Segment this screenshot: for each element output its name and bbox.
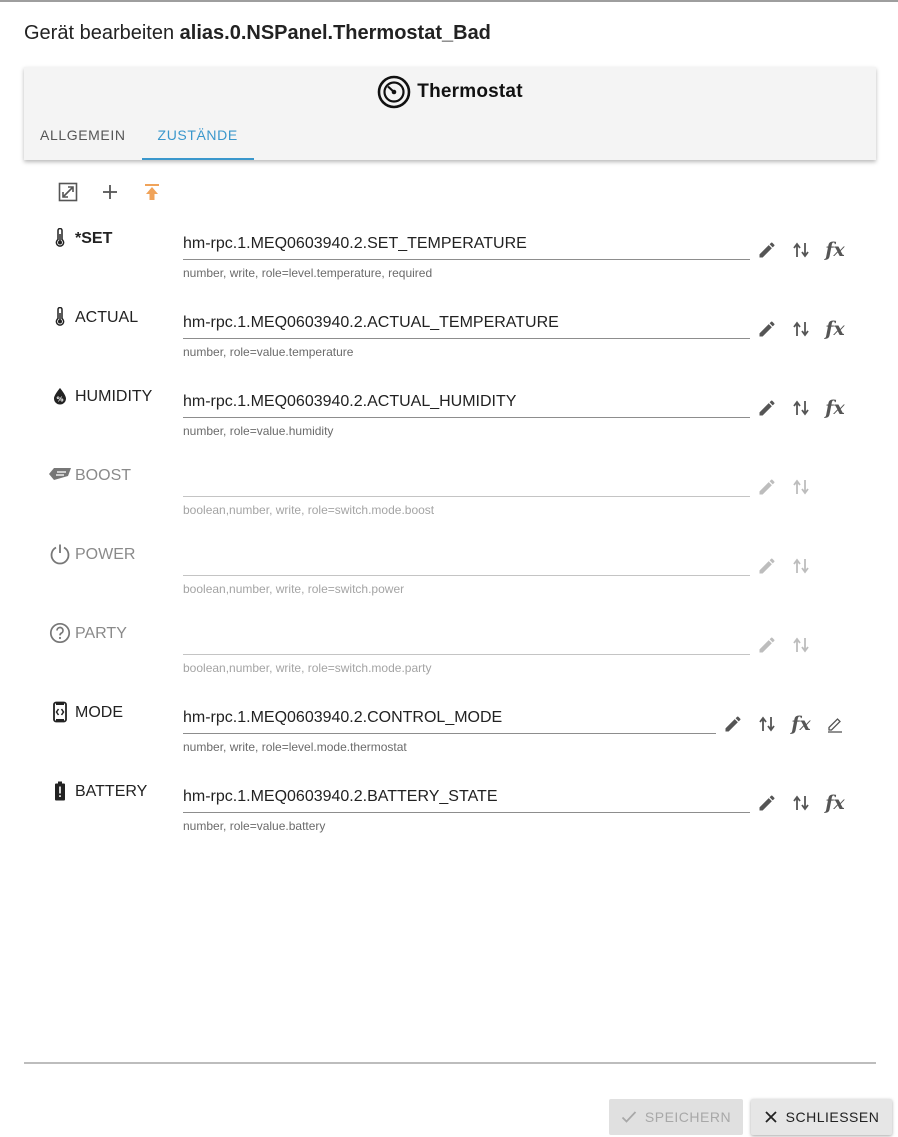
state-icon	[48, 226, 72, 250]
state-hint: number, write, role=level.mode.thermostat	[183, 740, 407, 754]
content-divider	[24, 1062, 876, 1064]
state-hint: boolean,number, write, role=switch.mode.boost	[183, 503, 435, 517]
state-value-input[interactable]: hm-rpc.1.MEQ0603940.2.SET_TEMPERATURE	[183, 234, 750, 260]
pencil-icon	[757, 319, 777, 339]
state-row-actual	[48, 305, 868, 375]
edit-button[interactable]	[755, 317, 779, 341]
swap-vertical-icon	[792, 477, 810, 497]
state-hint: boolean,number, write, role=switch.power	[183, 582, 405, 596]
swap-vertical-icon	[758, 714, 776, 734]
dialog-title-prefix: Gerät bearbeiten	[24, 22, 175, 44]
state-icon	[48, 463, 72, 487]
state-icon	[48, 700, 72, 724]
formula-button[interactable]: fx	[791, 713, 811, 735]
battery-alert-icon	[54, 781, 66, 801]
state-name: PARTY	[75, 625, 127, 642]
state-value-input[interactable]: hm-rpc.1.MEQ0603940.2.ACTUAL_TEMPERATURE	[183, 313, 750, 339]
state-name: HUMIDITY	[75, 388, 153, 405]
state-row-party	[48, 621, 868, 691]
formula-button[interactable]: fx	[825, 397, 845, 419]
pencil-icon	[757, 398, 777, 418]
pencil-icon	[757, 635, 777, 655]
state-hint: boolean,number, write, role=switch.mode.party	[183, 661, 432, 675]
boost-icon	[48, 466, 72, 484]
tab-allgemein[interactable]: ALLGEMEIN	[40, 127, 126, 143]
close-icon	[764, 1110, 778, 1124]
state-value-input[interactable]	[183, 471, 750, 497]
save-label: SPEICHERN	[644, 1109, 732, 1125]
convert-button[interactable]	[755, 712, 779, 736]
state-value-input[interactable]: hm-rpc.1.MEQ0603940.2.BATTERY_STATE	[183, 787, 750, 813]
state-hint: number, write, role=level.temperature, required	[183, 266, 433, 280]
state-hint: number, role=value.humidity	[183, 424, 334, 438]
tab-zustaende[interactable]: ZUSTÄNDE	[142, 123, 254, 160]
edit-values-button[interactable]	[823, 712, 847, 736]
state-name: ACTUAL	[75, 309, 139, 326]
pencil-icon	[757, 793, 777, 813]
formula-button[interactable]: fx	[825, 792, 845, 814]
state-name: MODE	[75, 704, 123, 721]
state-name: POWER	[75, 546, 136, 563]
convert-button[interactable]	[789, 554, 813, 578]
convert-button[interactable]	[789, 633, 813, 657]
window-top-border	[0, 0, 898, 2]
convert-button[interactable]	[789, 317, 813, 341]
edit-button[interactable]	[721, 712, 745, 736]
state-icon	[48, 542, 72, 566]
edit-button[interactable]	[755, 475, 779, 499]
convert-button[interactable]	[789, 396, 813, 420]
state-row-battery	[48, 779, 868, 849]
close-label: SCHLIESSEN	[785, 1109, 880, 1125]
state-icon	[48, 621, 72, 645]
swap-vertical-icon	[792, 319, 810, 339]
upload-button[interactable]	[140, 180, 164, 204]
state-value-input[interactable]: hm-rpc.1.MEQ0603940.2.ACTUAL_HUMIDITY	[183, 392, 750, 418]
states-toolbar	[56, 180, 164, 204]
state-name: BOOST	[75, 467, 132, 484]
edit-button[interactable]	[755, 791, 779, 815]
convert-button[interactable]	[789, 238, 813, 262]
formula-button[interactable]: fx	[825, 318, 845, 340]
state-icon	[48, 305, 72, 329]
state-name: *SET	[75, 230, 113, 247]
thermometer-icon	[53, 307, 67, 327]
device-name: Thermostat	[417, 81, 523, 102]
humidity-icon	[52, 387, 68, 405]
pencil-icon	[757, 477, 777, 497]
state-row-boost	[48, 463, 868, 533]
add-icon	[101, 183, 119, 201]
tab-bar	[24, 123, 254, 160]
power-icon	[49, 543, 71, 565]
pencil-icon	[757, 556, 777, 576]
edit-button[interactable]	[755, 396, 779, 420]
thermostat-icon	[377, 75, 411, 109]
pencil-icon	[757, 240, 777, 260]
check-icon	[621, 1110, 637, 1124]
state-value-input[interactable]	[183, 550, 750, 576]
convert-button[interactable]	[789, 475, 813, 499]
state-icon	[48, 384, 72, 408]
state-value-input[interactable]	[183, 629, 750, 655]
state-name: BATTERY	[75, 783, 148, 800]
swap-vertical-icon	[792, 556, 810, 576]
swap-vertical-icon	[792, 240, 810, 260]
save-button[interactable]	[609, 1099, 743, 1135]
dialog-title	[24, 22, 491, 45]
device-heading	[24, 75, 876, 109]
state-row-humidity	[48, 384, 868, 454]
dialog-title-device: alias.0.NSPanel.Thermostat_Bad	[179, 22, 491, 44]
pencil-outline-icon	[826, 715, 844, 733]
state-hint: number, role=value.temperature	[183, 345, 354, 359]
pencil-icon	[723, 714, 743, 734]
state-row-mode	[48, 700, 868, 770]
formula-button[interactable]: fx	[825, 239, 845, 261]
device-header-card	[24, 67, 876, 160]
state-value-input[interactable]: hm-rpc.1.MEQ0603940.2.CONTROL_MODE	[183, 708, 716, 734]
edit-button[interactable]	[755, 633, 779, 657]
mode-icon	[52, 701, 68, 723]
expand-icon	[58, 182, 78, 202]
upload-icon	[143, 182, 161, 202]
state-icon	[48, 779, 72, 803]
svg-text:%: %	[56, 395, 64, 404]
state-hint: number, role=value.battery	[183, 819, 326, 833]
convert-button[interactable]	[789, 791, 813, 815]
help-circle-icon	[49, 622, 71, 644]
thermometer-icon	[53, 228, 67, 248]
state-row-set	[48, 226, 868, 296]
expand-button[interactable]	[56, 180, 80, 204]
swap-vertical-icon	[792, 398, 810, 418]
close-button[interactable]	[751, 1099, 892, 1135]
edit-button[interactable]	[755, 554, 779, 578]
state-row-power	[48, 542, 868, 612]
swap-vertical-icon	[792, 635, 810, 655]
swap-vertical-icon	[792, 793, 810, 813]
edit-button[interactable]	[755, 238, 779, 262]
add-state-button[interactable]	[98, 180, 122, 204]
